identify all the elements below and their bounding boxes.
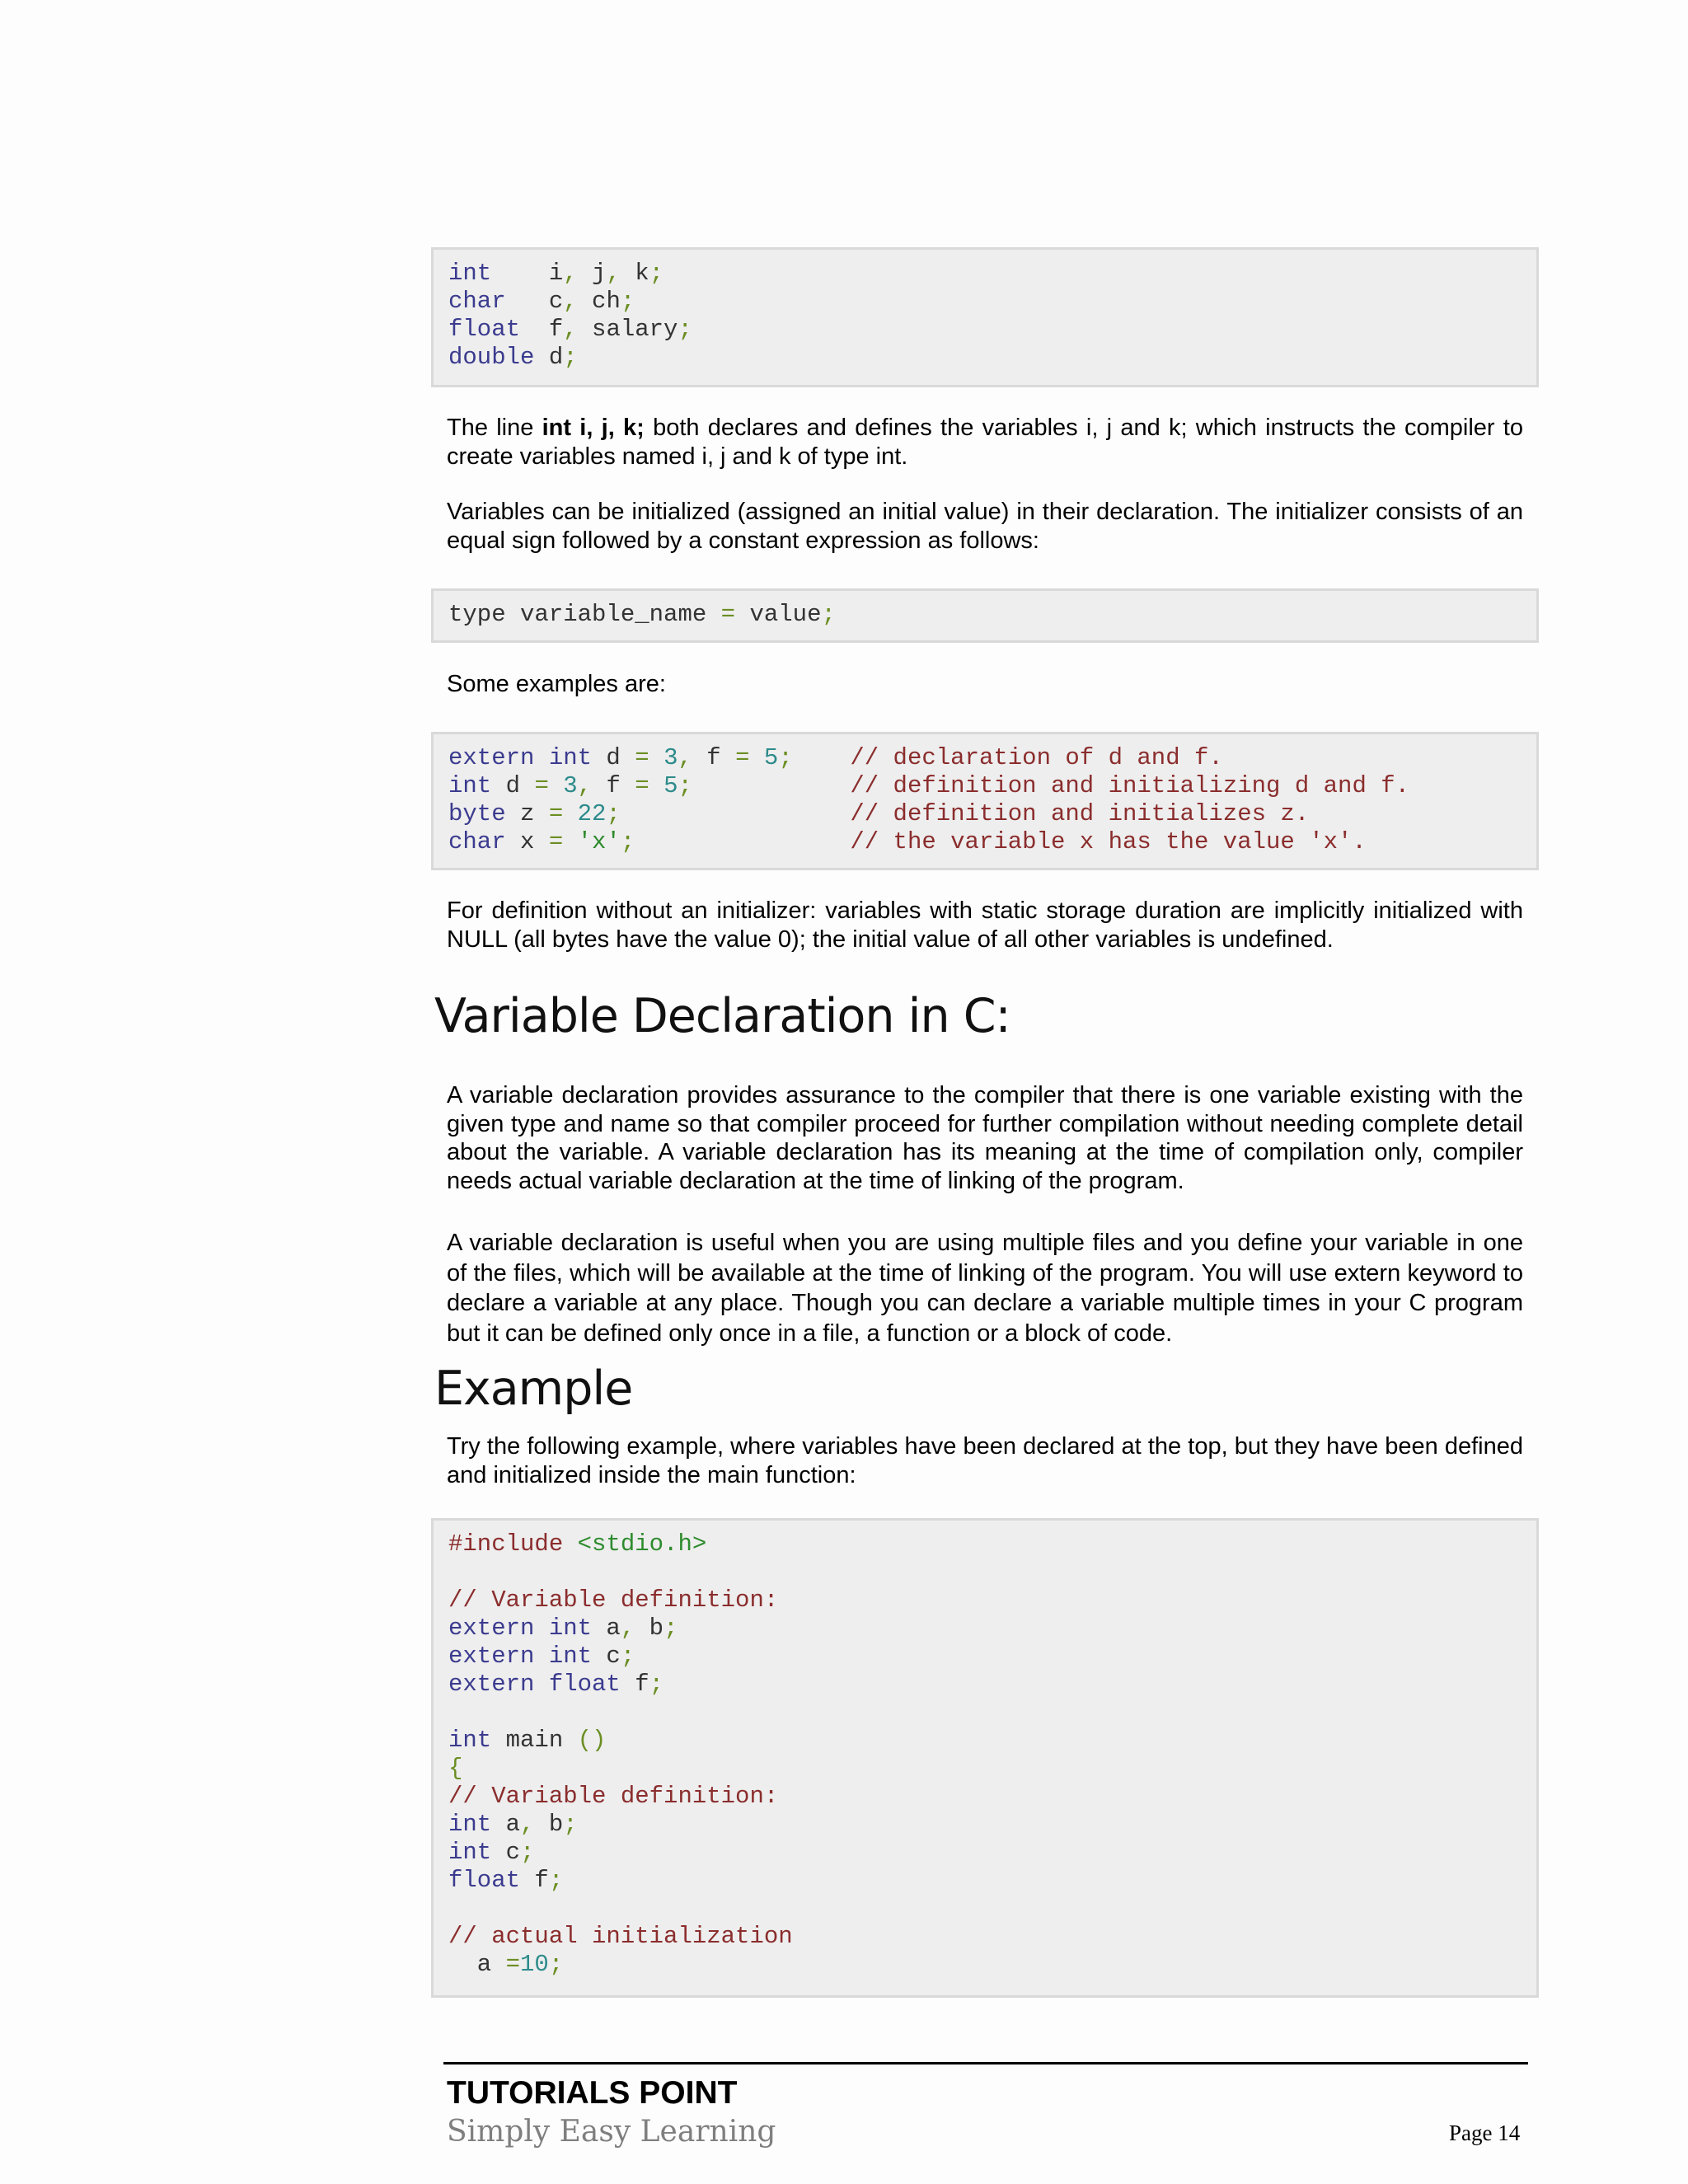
code-block-syntax	[431, 588, 1539, 643]
code-token: c	[592, 1643, 621, 1670]
code-token: d	[592, 744, 635, 771]
paragraph-no-initializer: For definition without an initializer: variables with static storage duration are implicitly initialized with NULL (all bytes have the value 0); the initial value of all other variables is undefined.	[447, 898, 1523, 953]
code-token: ;	[649, 260, 664, 287]
code-token: // the variable x has the value 'x'.	[850, 828, 1367, 855]
code-line	[448, 1558, 1522, 1586]
code-token: f	[692, 744, 736, 771]
code-token	[621, 800, 850, 827]
code-token: char	[448, 288, 506, 315]
code-token: extern int	[448, 744, 593, 771]
code-line	[448, 1895, 1522, 1923]
paragraph-declaration-multiple-files: A variable declaration is useful when you are using multiple files and you define your variable in one of the files, which will be available at the time of linking of the program. You will use extern keyword to declare a variable at any place. Though you can declare a variable multiple times in your C program but it can be defined only once in a file, a function or a block of code.	[447, 1230, 1523, 1347]
code-token: ;	[620, 288, 635, 315]
code-token: extern int	[448, 1615, 593, 1642]
code-token: <stdio.h>	[577, 1530, 707, 1558]
code-token: int	[448, 260, 492, 287]
code-token: ;	[563, 344, 578, 371]
code-line	[448, 316, 1522, 344]
code-token: 5	[763, 744, 779, 771]
code-token: ;	[649, 1671, 664, 1698]
code-token: =	[548, 828, 564, 855]
code-token: #include	[448, 1530, 564, 1558]
code-token: extern float	[448, 1671, 621, 1698]
code-line	[448, 1586, 1522, 1615]
paragraph-example-intro: Try the following example, where variables have been declared at the top, but they have been defined and initialized inside the main function:	[447, 1433, 1523, 1488]
code-token	[635, 828, 850, 855]
code-token: =	[635, 744, 649, 771]
code-line	[448, 1643, 1522, 1671]
code-token: j	[577, 260, 607, 287]
section-heading-example: Example	[434, 1361, 633, 1416]
footer-tagline: Simply Easy Learning	[447, 2115, 776, 2149]
code-token: ,	[563, 288, 578, 315]
code-line	[448, 828, 1522, 856]
code-token	[793, 744, 851, 771]
code-token: d	[534, 344, 564, 371]
page-number: Page 14	[1449, 2121, 1521, 2145]
code-line	[448, 800, 1522, 828]
code-token: // Variable definition:	[448, 1586, 779, 1614]
code-token: // definition and initializes z.	[850, 800, 1310, 827]
paragraph-initialization: Variables can be initialized (assigned an initial value) in their declaration. The initializer consists of an equal sign followed by a constant expression as follows:	[447, 499, 1523, 554]
code-token: ,	[620, 1615, 635, 1642]
code-token: =	[505, 1951, 521, 1978]
paragraph-text: The line	[447, 415, 542, 441]
code-token: type variable_name	[448, 601, 721, 628]
code-token	[692, 772, 850, 799]
code-token: =	[635, 772, 649, 799]
code-block-declarations	[431, 247, 1539, 387]
code-token: z	[505, 800, 549, 827]
code-token: int	[448, 1727, 492, 1754]
code-line	[448, 1530, 1522, 1558]
code-line	[448, 344, 1522, 372]
code-token: i	[491, 260, 564, 287]
code-line	[448, 1699, 1522, 1727]
code-token: byte	[448, 800, 506, 827]
code-token: float	[448, 316, 521, 343]
code-token: c	[491, 1839, 521, 1866]
code-line	[448, 1951, 1522, 1979]
code-token: main	[491, 1727, 578, 1754]
code-token: ,	[577, 772, 593, 799]
code-token: ,	[563, 316, 578, 343]
code-token: int	[448, 1839, 492, 1866]
footer-brand: TUTORIALS POINT	[447, 2075, 738, 2111]
code-token: salary	[577, 316, 678, 343]
code-token	[549, 772, 563, 799]
code-token	[649, 772, 663, 799]
code-line	[448, 288, 1522, 316]
code-token: ;	[606, 800, 621, 827]
code-token: x	[505, 828, 549, 855]
code-token: ;	[620, 828, 635, 855]
code-token: =	[534, 772, 549, 799]
code-token: // actual initialization	[448, 1923, 793, 1950]
code-token: 10	[520, 1951, 549, 1978]
code-token: ;	[778, 744, 793, 771]
paragraph-text: both declares and defines the variables i, j and k; which instructs the compiler to create variables named i, j and k of type int.	[447, 415, 1523, 470]
code-token: ;	[520, 1839, 535, 1866]
code-token: b	[534, 1811, 564, 1838]
code-token: ;	[548, 1867, 564, 1894]
code-token: =	[720, 601, 736, 628]
code-line	[448, 1811, 1522, 1839]
code-token: ,	[563, 260, 578, 287]
code-token: f	[520, 316, 564, 343]
code-line	[448, 1727, 1522, 1755]
code-token: 3	[663, 744, 678, 771]
code-token: k	[620, 260, 649, 287]
code-line	[448, 260, 1522, 288]
code-token: f	[520, 1867, 549, 1894]
code-token: ,	[520, 1811, 535, 1838]
code-token: ;	[620, 1643, 635, 1670]
code-line	[448, 772, 1522, 800]
code-token	[563, 800, 577, 827]
code-token: // declaration of d and f.	[850, 744, 1223, 771]
section-heading-variable-declaration: Variable Declaration in C:	[434, 989, 1010, 1043]
code-token	[750, 744, 764, 771]
code-line	[448, 601, 1522, 629]
code-token: ;	[821, 601, 836, 628]
code-token: f	[592, 772, 635, 799]
code-token: a	[592, 1615, 621, 1642]
code-token	[563, 828, 577, 855]
code-token: ;	[563, 1811, 578, 1838]
code-token: 22	[577, 800, 607, 827]
code-token: value	[735, 601, 822, 628]
code-line	[448, 1755, 1522, 1783]
paragraph-line-explanation	[447, 414, 1523, 471]
code-line	[448, 1867, 1522, 1895]
code-token: double	[448, 344, 535, 371]
code-token	[649, 744, 663, 771]
footer-divider	[443, 2062, 1528, 2064]
code-token: =	[735, 744, 750, 771]
inline-code-bold: int i, j, k;	[542, 415, 645, 441]
paragraph-declaration-assurance: A variable declaration provides assurance to the compiler that there is one variable existing with the given type and name so that compiler proceed for further compilation without needing complete detail about the variable. A variable declaration has its meaning at the time of compilation only, compiler needs actual variable declaration at the time of linking of the program.	[447, 1082, 1523, 1194]
code-token: ,	[678, 744, 692, 771]
code-block-examples	[431, 732, 1539, 870]
code-token: ;	[548, 1951, 564, 1978]
code-token: ;	[678, 316, 692, 343]
code-token: {	[448, 1755, 463, 1782]
code-token: f	[620, 1671, 649, 1698]
code-token: =	[548, 800, 564, 827]
code-token: c	[505, 288, 564, 315]
code-line	[448, 744, 1522, 772]
code-line	[448, 1615, 1522, 1643]
code-token	[563, 1530, 577, 1558]
code-token: d	[491, 772, 535, 799]
code-line	[448, 1923, 1522, 1951]
code-token: // Variable definition:	[448, 1783, 779, 1810]
code-line	[448, 1839, 1522, 1867]
code-line	[448, 1671, 1522, 1699]
code-line	[448, 1783, 1522, 1811]
code-block-example-program	[431, 1518, 1539, 1998]
code-token: // definition and initializing d and f.	[850, 772, 1410, 799]
code-token: b	[635, 1615, 664, 1642]
code-token: ;	[663, 1615, 678, 1642]
code-token: float	[448, 1867, 521, 1894]
code-token: 'x'	[577, 828, 621, 855]
code-token: char	[448, 828, 506, 855]
code-token: extern int	[448, 1643, 593, 1670]
code-token: ()	[577, 1727, 607, 1754]
code-token: 5	[663, 772, 678, 799]
paragraph-examples-intro: Some examples are:	[447, 671, 666, 697]
code-token: 3	[563, 772, 578, 799]
code-token: ,	[606, 260, 621, 287]
code-token: int	[448, 1811, 492, 1838]
code-token: a	[491, 1811, 521, 1838]
code-token: ;	[678, 772, 692, 799]
code-token: a	[448, 1951, 506, 1978]
code-token: int	[448, 772, 492, 799]
code-token: ch	[577, 288, 621, 315]
